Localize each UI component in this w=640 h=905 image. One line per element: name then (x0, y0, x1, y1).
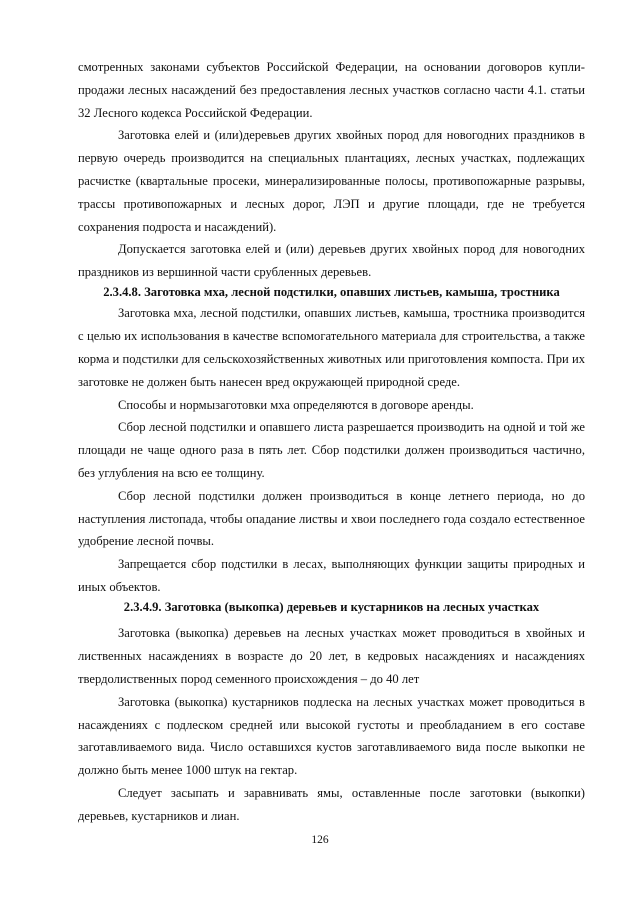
paragraph: Допускается заготовка елей и (или) деревьев других хвойных пород для новогодних праздников из вершинной части срубленных деревьев. (78, 242, 585, 280)
paragraph: Сбор лесной подстилки и опавшего листа разрешается производить на одной и той же площади не чаще одного раза в пять лет. Сбор подстилки должен производиться частично, без углубления на всю ее толщину. (78, 420, 585, 481)
paragraph: Заготовка (выкопка) деревьев на лесных участках может проводиться в хвойных и лиственных насаждениях в возрасте до 20 лет, в кедровых насаждениях и насаждениях твердолиственных пород семенного происхождения – до 40 лет (78, 626, 585, 686)
paragraph: Следует засыпать и заравнивать ямы, оставленные после заготовки (выкопки) деревьев, кустарников и лиан. (78, 785, 585, 823)
paragraph: смотренных законами субъектов Российской Федерации, на основании договоров купли-продажи лесных насаждений без предоставления лесных участков согласно части 4.1. статьи 32 Лесного кодекса Российской Федерации. (78, 60, 585, 120)
paragraph: Сбор лесной подстилки должен производиться в конце летнего периода, но до наступления листопада, чтобы опадание листвы и хвои последнего года создало естественное удобрение лесной почвы. (78, 488, 585, 549)
page-number: 126 (311, 834, 329, 846)
section-heading-2-3-4-9: 2.3.4.9. Заготовка (выкопка) деревьев и кустарников на лесных участках (123, 599, 540, 614)
paragraph: Заготовка мха, лесной подстилки, опавших листьев, камыша, тростника производится с целью их использования в качестве вспомогательного материала для строительства, а также корма и подстилки для сельскохозяйственных животных или приготовления компоста. При их заготовке не должен быть нанесен вред окружающей природной среде. (78, 306, 585, 389)
paragraph: Заготовка (выкопка) кустарников подлеска на лесных участках может проводиться в насаждениях с подлеском средней или высокой густоты и преобладанием в его составе заготавливаемого вида. Число оставшихся кустов заготавливаемого вида после выкопки не должно быть менее 1000 штук на гектар. (78, 694, 585, 778)
paragraph: Заготовка елей и (или)деревьев других хвойных пород для новогодних праздников в первую очередь производится на специальных плантациях, лесных участках, подлежащих расчистке (квартальные просеки, минерализированные полосы, противопожарные разрывы, трассы противопожарных и лесных дорог, ЛЭП и другие площади, где не требуется сохранения подроста и насаждений). (78, 128, 585, 234)
paragraph: Способы и нормызаготовки мха определяются в договоре аренды. (118, 397, 474, 412)
section-heading-2-3-4-8: 2.3.4.8. Заготовка мха, лесной подстилки, опавших листьев, камыша, тростника (103, 284, 560, 299)
paragraph: Запрещается сбор подстилки в лесах, выполняющих функции защиты природных и иных объектов. (78, 557, 585, 595)
